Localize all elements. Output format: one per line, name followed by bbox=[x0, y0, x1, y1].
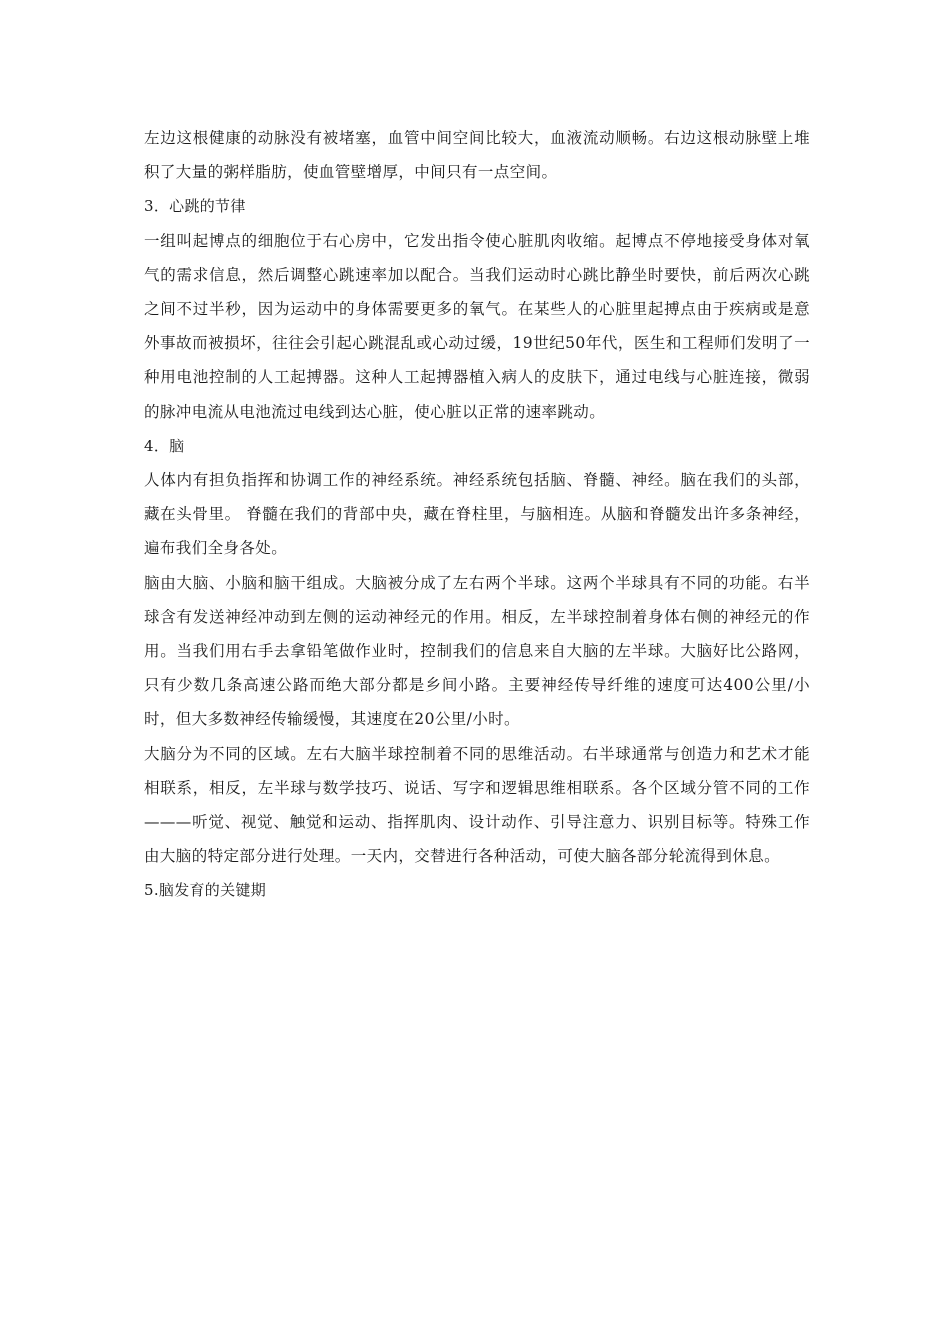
section-heading-critical-period: 5.脑发育的关键期 bbox=[144, 881, 267, 900]
document-body bbox=[144, 121, 810, 908]
section-heading-heartbeat-rhythm: 3．心跳的节律 bbox=[144, 197, 246, 216]
paragraph-pacemaker: 一组叫起博点的细胞位于右心房中，它发出指令使心脏肌肉收缩。起博点不停地接受身体对氧气的需求信息，然后调整心跳速率加以配合。当我们运动时心跳比静坐时要快，前后两次心跳之间不过半秒，因为运动中的身体需要更多的氧气。在某些人的心脏里起搏点由于疾病或是意外事故而被损坏，往往会引起心跳混乱或心动过缓，19世纪50年代，医生和工程师们发明了一种用电池控制的人工起搏器。这种人工起搏器植入病人的皮肤下，通过电线与心脏连接，微弱的脉冲电流从电池流过电线到达心脏，使心脏以正常的速率跳动。 bbox=[144, 231, 810, 421]
paragraph-artery: 左边这根健康的动脉没有被堵塞，血管中间空间比较大，血液流动顺畅。右边这根动脉壁上堆积了大量的粥样脂肪，使血管壁增厚，中间只有一点空间。 bbox=[144, 129, 810, 182]
paragraph-brain-structure: 脑由大脑、小脑和脑干组成。大脑被分成了左右两个半球。这两个半球具有不同的功能。右半球含有发送神经冲动到左侧的运动神经元的作用。相反，左半球控制着身体右侧的神经元的作用。当我们用右手去拿铅笔做作业时，控制我们的信息来自大脑的左半球。大脑好比公路网，只有少数几条高速公路而绝大部分都是乡间小路。主要神经传导纤维的速度可达400公里/小时，但大多数神经传输缓慢，其速度在20公里/小时。 bbox=[144, 573, 810, 729]
paragraph-brain-regions: 大脑分为不同的区域。左右大脑半球控制着不同的思维活动。右半球通常与创造力和艺术才能相联系，相反，左半球与数学技巧、说话、写字和逻辑思维相联系。各个区域分管不同的工作———听觉、视觉、触觉和运动、指挥肌肉、设计动作、引导注意力、识别目标等。特殊工作由大脑的特定部分进行处理。一天内，交替进行各种活动，可使大脑各部分轮流得到休息。 bbox=[144, 744, 810, 866]
paragraph-nervous-system: 人体内有担负指挥和协调工作的神经系统。神经系统包括脑、脊髓、神经。脑在我们的头部，藏在头骨里。 脊髓在我们的背部中央，藏在脊柱里，与脑相连。从脑和脊髓发出许多条神经，遍布我们全身各处。 bbox=[144, 471, 810, 558]
section-heading-brain: 4．脑 bbox=[144, 436, 185, 455]
